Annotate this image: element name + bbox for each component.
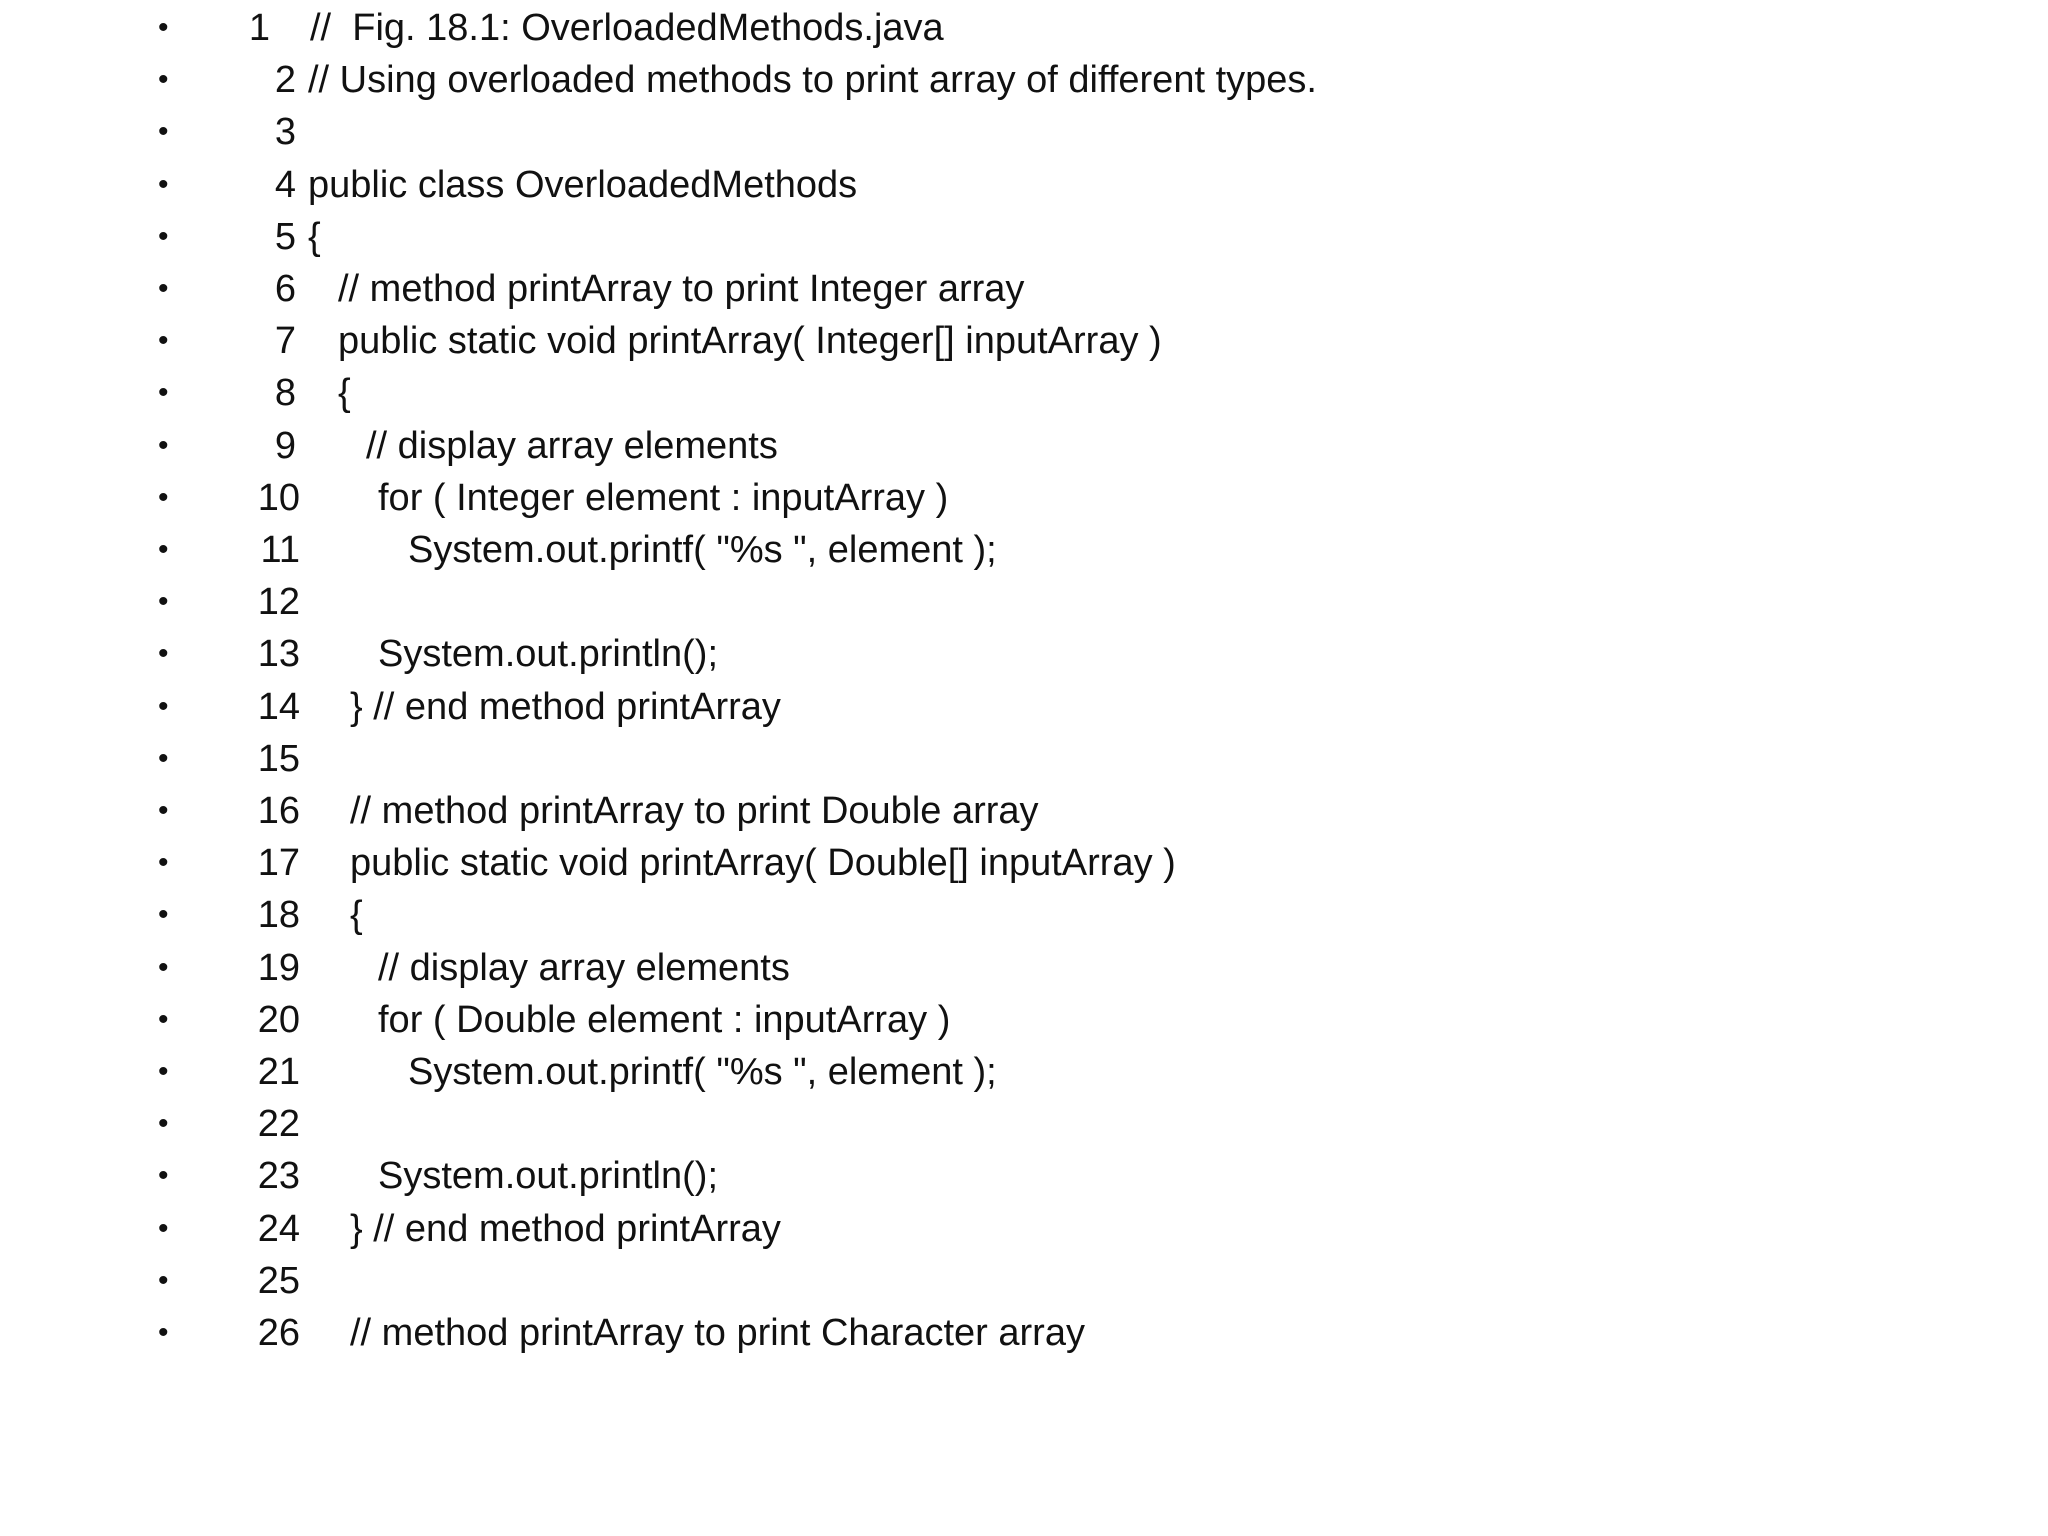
line-number: 1 (248, 7, 270, 49)
code-text: public static void printArray( Double[] inputArray ) (350, 842, 1176, 885)
code-text: public static void printArray( Integer[] inputArray ) (338, 320, 1162, 363)
code-line (0, 576, 2048, 628)
code-text: System.out.println(); (378, 1155, 718, 1198)
bullet-icon: • (158, 1055, 169, 1088)
line-number: 8 (274, 372, 296, 415)
code-text: } // end method printArray (350, 1207, 781, 1250)
code-line (0, 1098, 2048, 1150)
code-line (0, 628, 2048, 680)
bullet-icon: • (158, 846, 169, 880)
bullet-icon: • (158, 898, 169, 932)
code-line (0, 2, 2048, 54)
code-text: for ( Integer element : inputArray ) (378, 476, 949, 519)
code-line (0, 1150, 2048, 1202)
line-number: 6 (274, 268, 296, 310)
code-line (0, 420, 2048, 472)
bullet-icon: • (158, 272, 169, 305)
line-number: 19 (257, 946, 300, 989)
line-number: 17 (257, 842, 300, 885)
bullet-icon: • (158, 1211, 169, 1245)
code-line (0, 524, 2048, 576)
code-text: // method printArray to print Double array (350, 790, 1039, 832)
code-line (0, 367, 2048, 419)
code-text: // Using overloaded methods to print array of different types. (308, 59, 1317, 102)
code-line (0, 1255, 2048, 1307)
code-text: // Fig. 18.1: OverloadedMethods.java (310, 7, 944, 49)
line-number: 7 (274, 320, 296, 363)
line-number: 2 (274, 59, 296, 102)
line-number: 11 (260, 529, 300, 571)
bullet-icon: • (158, 1263, 169, 1297)
bullet-icon: • (158, 1002, 169, 1036)
code-line (0, 263, 2048, 315)
line-number: 23 (257, 1155, 300, 1198)
code-text: System.out.printf( "%s ", element ); (408, 529, 997, 571)
code-line (0, 681, 2048, 733)
bullet-icon: • (158, 219, 169, 253)
bullet-icon: • (158, 324, 169, 358)
line-number: 4 (274, 163, 296, 206)
code-text: public class OverloadedMethods (308, 163, 858, 206)
line-number: 18 (257, 894, 300, 937)
code-line (0, 785, 2048, 837)
bullet-icon: • (158, 1316, 169, 1349)
bullet-icon: • (158, 167, 169, 201)
line-number: 13 (257, 633, 300, 676)
bullet-icon: • (158, 533, 169, 566)
code-line (0, 837, 2048, 889)
code-line (0, 106, 2048, 158)
line-number: 22 (257, 1103, 300, 1146)
code-text: // method printArray to print Character array (350, 1312, 1085, 1354)
bullet-icon: • (158, 376, 169, 410)
code-line (0, 942, 2048, 994)
bullet-icon: • (158, 11, 169, 44)
code-text: System.out.printf( "%s ", element ); (408, 1051, 997, 1093)
code-text: // method printArray to print Integer array (338, 268, 1025, 310)
line-number: 24 (257, 1207, 300, 1250)
code-text: } // end method printArray (350, 685, 781, 728)
code-line (0, 1203, 2048, 1255)
code-line (0, 472, 2048, 524)
line-number: 5 (274, 215, 296, 258)
code-line (0, 159, 2048, 211)
bullet-icon: • (158, 480, 169, 514)
bullet-icon: • (158, 689, 169, 723)
line-number: 21 (257, 1051, 300, 1093)
code-line (0, 1307, 2048, 1359)
bullet-icon: • (158, 1159, 169, 1193)
bullet-icon: • (158, 741, 169, 775)
code-line (0, 54, 2048, 106)
bullet-icon: • (158, 637, 169, 671)
bullet-icon: • (158, 950, 169, 984)
line-number: 26 (257, 1312, 300, 1354)
code-line (0, 315, 2048, 367)
bullet-icon: • (158, 115, 169, 149)
code-text: // display array elements (378, 946, 790, 989)
code-text: // display array elements (366, 424, 778, 467)
bullet-icon: • (158, 794, 169, 827)
code-text: System.out.println(); (378, 633, 718, 676)
bullet-icon: • (158, 428, 169, 462)
code-line (0, 889, 2048, 941)
code-text: { (308, 215, 321, 258)
line-number: 25 (257, 1259, 300, 1302)
code-text: { (338, 372, 351, 415)
bullet-icon: • (158, 63, 169, 97)
bullet-icon: • (158, 1107, 169, 1141)
code-line (0, 211, 2048, 263)
code-line (0, 1046, 2048, 1098)
bullet-icon: • (158, 585, 169, 619)
code-text: { (350, 894, 363, 937)
line-number: 9 (274, 424, 296, 467)
line-number: 20 (257, 998, 300, 1041)
line-number: 14 (257, 685, 300, 728)
line-number: 12 (257, 581, 300, 624)
line-number: 10 (257, 476, 300, 519)
line-number: 16 (257, 790, 300, 832)
code-text: for ( Double element : inputArray ) (378, 998, 951, 1041)
line-number: 15 (257, 737, 300, 780)
line-number: 3 (274, 111, 296, 154)
code-line (0, 994, 2048, 1046)
code-line (0, 733, 2048, 785)
